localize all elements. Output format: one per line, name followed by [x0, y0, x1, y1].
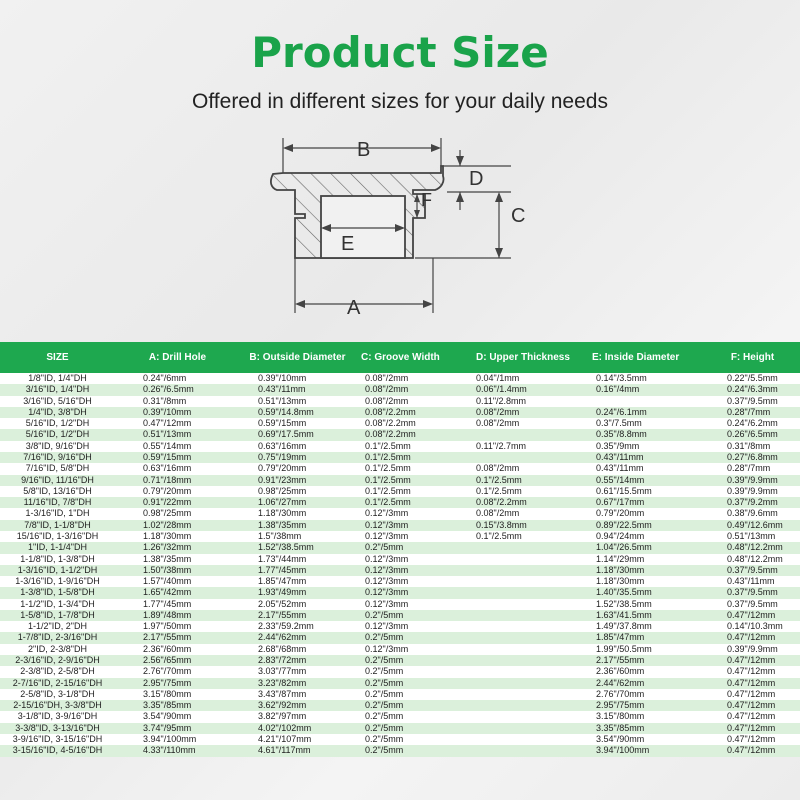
cell-outside-diameter: 2.05"/52mm [258, 598, 307, 609]
cell-upper-thickness [470, 599, 590, 610]
cell-size: 3-15/16"ID, 4-5/16"DH [12, 745, 103, 756]
cell-groove-width: 0.2"/5mm [365, 677, 404, 688]
cell-upper-thickness [470, 666, 590, 677]
cell-outside-diameter: 3.23"/82mm [258, 677, 307, 688]
cell-height: 0.48"/12.2mm [727, 553, 783, 564]
cell-outside-diameter: 0.69"/17.5mm [258, 429, 314, 440]
cell-inside-diameter: 1.14"/29mm [596, 553, 645, 564]
cell-height: 0.39"/9.9mm [727, 474, 778, 485]
cell-height: 0.14"/10.3mm [727, 621, 783, 632]
cell-upper-thickness: 0.08"/2mm [476, 406, 520, 417]
cell-drill-hole: 1.65"/42mm [143, 587, 192, 598]
cell-groove-width: 0.2"/5mm [365, 745, 404, 756]
cell-outside-diameter: 0.59"/15mm [258, 418, 307, 429]
table-row [0, 655, 800, 666]
cell-size: 3-1/8"ID, 3-9/16"DH [17, 711, 98, 722]
header-inside-diameter: E: Inside Diameter [592, 352, 680, 363]
cell-drill-hole: 3.54"/90mm [143, 711, 192, 722]
header-groove-width: C: Groove Width [361, 352, 440, 363]
page-title: Product Size [251, 28, 549, 77]
cell-upper-thickness [470, 587, 590, 598]
cell-inside-diameter: 0.24"/6.1mm [596, 406, 647, 417]
cell-height: 0.37"/9.5mm [727, 587, 778, 598]
cell-drill-hole: 0.26"/6.5mm [143, 384, 194, 395]
cell-outside-diameter: 2.44"/62mm [258, 632, 307, 643]
cell-height: 0.47"/12mm [727, 688, 776, 699]
cell-outside-diameter: 1.5"/38mm [258, 530, 302, 541]
cell-groove-width: 0.2"/5mm [365, 722, 404, 733]
cell-size: 3/8"ID, 9/16"DH [25, 440, 90, 451]
cell-drill-hole: 0.63"/16mm [143, 463, 192, 474]
cell-inside-diameter: 2.76"/70mm [596, 688, 645, 699]
cell-size: 2"ID, 2-3/8"DH [28, 643, 87, 654]
cell-size: 3-9/16"ID, 3-15/16"DH [12, 734, 103, 744]
header-drill-hole: A: Drill Hole [148, 352, 207, 363]
cell-height: 0.47"/12mm [727, 666, 776, 677]
cell-upper-thickness: 0.08"/2.2mm [476, 497, 527, 508]
cell-size: 1/4"ID, 3/8"DH [28, 406, 87, 417]
cell-size: 2-7/16"ID, 2-15/16"DH [12, 677, 103, 688]
cell-upper-thickness [470, 610, 590, 621]
cell-outside-diameter: 1.18"/30mm [258, 508, 307, 519]
cell-inside-diameter: 0.61"/15.5mm [596, 485, 652, 496]
cell-outside-diameter: 1.73"/44mm [258, 553, 307, 564]
label-e: E [341, 233, 355, 255]
cell-size: 2-5/8"ID, 3-1/8"DH [20, 688, 95, 699]
table-row [0, 508, 800, 519]
cell-groove-width: 0.2"/5mm [365, 688, 404, 699]
cell-height: 0.28"/7mm [727, 406, 771, 417]
cell-groove-width: 0.2"/5mm [365, 609, 404, 620]
table-row [0, 576, 800, 587]
cell-outside-diameter: 0.98"/25mm [258, 485, 307, 496]
cell-size: 3/16"ID, 5/16"DH [23, 395, 92, 406]
cell-outside-diameter: 2.68"/68mm [258, 643, 307, 654]
cell-drill-hole: 1.89"/48mm [143, 609, 192, 620]
cell-groove-width: 0.1"/2.5mm [365, 440, 411, 451]
cell-groove-width: 0.2"/5mm [365, 711, 404, 722]
cell-upper-thickness [470, 576, 590, 587]
cell-upper-thickness [470, 452, 590, 463]
cell-drill-hole: 2.36"/60mm [143, 643, 192, 654]
cell-size: 7/16"ID, 9/16"DH [23, 451, 92, 462]
cell-size: 1-3/8"ID, 1-5/8"DH [20, 587, 95, 598]
cell-height: 0.47"/12mm [727, 722, 776, 733]
cell-inside-diameter: 1.63"/41.5mm [596, 609, 652, 620]
cell-drill-hole: 4.33"/110mm [143, 745, 196, 756]
cell-groove-width: 0.08"/2mm [365, 373, 409, 383]
cell-drill-hole: 0.51"/13mm [143, 429, 192, 440]
cell-outside-diameter: 2.17"/55mm [258, 609, 307, 620]
cell-inside-diameter: 0.35"/9mm [596, 440, 640, 451]
label-d: D [469, 168, 484, 190]
cell-inside-diameter: 0.79"/20mm [596, 508, 645, 519]
cell-height: 0.24"/6.2mm [727, 418, 778, 429]
cell-height: 0.39"/9.9mm [727, 643, 778, 654]
cell-size: 3-3/8"ID, 3-13/16"DH [15, 722, 100, 733]
cell-size: 7/8"ID, 1-1/8"DH [24, 519, 91, 530]
cell-height: 0.37"/9.2mm [727, 497, 778, 508]
label-f: F [421, 190, 432, 210]
cell-size: 15/16"ID, 1-3/16"DH [16, 530, 99, 541]
cell-drill-hole: 0.39"/10mm [143, 406, 192, 417]
cell-groove-width: 0.2"/5mm [365, 632, 404, 643]
cell-size: 5/16"ID, 1/2"DH [25, 429, 90, 440]
cell-outside-diameter: 3.43"/87mm [258, 688, 307, 699]
cell-outside-diameter: 1.85"/47mm [258, 576, 307, 587]
cell-groove-width: 0.2"/5mm [365, 655, 404, 666]
cell-height: 0.37"/9.5mm [727, 395, 778, 406]
cell-outside-diameter: 0.43"/11mm [258, 384, 306, 395]
cell-groove-width: 0.1"/2.5mm [365, 463, 411, 474]
cell-inside-diameter: 2.17"/55mm [596, 655, 645, 666]
cell-height: 0.27"/6.8mm [727, 451, 778, 462]
cell-groove-width: 0.12"/3mm [365, 564, 409, 575]
table-row [0, 723, 800, 734]
cell-upper-thickness: 0.08"/2mm [476, 463, 520, 474]
cell-inside-diameter: 0.89"/22.5mm [596, 519, 652, 530]
cell-height: 0.47"/12mm [727, 677, 776, 688]
cell-drill-hole: 0.59"/15mm [143, 451, 192, 462]
cell-groove-width: 0.08"/2.2mm [365, 429, 416, 440]
cell-groove-width: 0.2"/5mm [365, 734, 404, 744]
cell-upper-thickness [470, 621, 590, 632]
table-row [0, 407, 800, 418]
cell-inside-diameter: 3.15"/80mm [596, 711, 645, 722]
cell-inside-diameter: 1.49"/37.8mm [596, 621, 652, 632]
grommet-cavity [321, 196, 405, 258]
cell-size: 1-3/16"ID, 1-9/16"DH [15, 576, 100, 587]
cell-inside-diameter: 0.67"/17mm [596, 497, 645, 508]
cell-inside-diameter: 1.40"/35.5mm [596, 587, 652, 598]
cell-height: 0.28"/7mm [727, 463, 771, 474]
table-row [0, 463, 800, 474]
cell-outside-diameter: 0.75"/19mm [258, 451, 307, 462]
cell-upper-thickness [470, 678, 590, 689]
cell-height: 0.37"/9.5mm [727, 598, 778, 609]
cell-inside-diameter: 1.18"/30mm [596, 576, 645, 587]
cell-outside-diameter: 0.51"/13mm [258, 395, 307, 406]
cell-upper-thickness [470, 565, 590, 576]
cell-height: 0.47"/12mm [727, 700, 776, 711]
table-row [0, 610, 800, 621]
cell-size: 2-3/8"ID, 2-5/8"DH [20, 666, 95, 677]
cell-drill-hole: 2.76"/70mm [143, 666, 192, 677]
cell-upper-thickness [470, 632, 590, 643]
cell-groove-width: 0.12"/3mm [365, 621, 409, 632]
cell-groove-width: 0.08"/2.2mm [365, 418, 416, 429]
cell-upper-thickness [470, 723, 590, 734]
cell-upper-thickness [470, 700, 590, 711]
cell-drill-hole: 3.35"/85mm [143, 700, 192, 711]
cell-upper-thickness: 0.11"/2.8mm [476, 395, 527, 406]
cell-height: 0.38"/9.6mm [727, 508, 778, 519]
table-row [0, 711, 800, 722]
cell-drill-hole: 1.38"/35mm [143, 553, 192, 564]
cell-size: 1"ID, 1-1/4"DH [28, 542, 87, 553]
cell-size: 2-15/16"DH, 3-3/8"DH [13, 700, 102, 711]
cell-height: 0.47"/12mm [727, 734, 776, 744]
cell-inside-diameter: 0.14"/3.5mm [596, 373, 647, 383]
cell-height: 0.47"/12mm [727, 655, 776, 666]
cell-inside-diameter: 3.35"/85mm [596, 722, 645, 733]
cell-inside-diameter: 0.94"/24mm [596, 530, 645, 541]
cell-upper-thickness [470, 734, 590, 745]
cell-height: 0.37"/9.5mm [727, 564, 778, 575]
cell-height: 0.24"/6.3mm [727, 384, 778, 395]
cell-inside-diameter: 1.99"/50.5mm [596, 643, 652, 654]
cell-size: 9/16"ID, 11/16"DH [21, 474, 94, 485]
table-row [0, 689, 800, 700]
table-row [0, 486, 800, 497]
page-subtitle: Offered in different sizes for your daily needs [192, 90, 608, 113]
cell-inside-diameter: 3.54"/90mm [596, 734, 645, 744]
cell-drill-hole: 0.24"/6mm [143, 373, 187, 383]
table-row [0, 542, 800, 553]
cell-drill-hole: 0.71"/18mm [143, 474, 192, 485]
table-row [0, 531, 800, 542]
cell-height: 0.26"/6.5mm [727, 429, 778, 440]
cell-upper-thickness [470, 745, 590, 756]
cell-inside-diameter: 2.36"/60mm [596, 666, 645, 677]
table-row [0, 429, 800, 440]
cell-inside-diameter: 0.43"/11mm [596, 451, 644, 462]
table-row [0, 554, 800, 565]
cell-outside-diameter: 4.21"/107mm [258, 734, 312, 744]
table-row [0, 497, 800, 508]
cell-outside-diameter: 0.79"/20mm [258, 463, 307, 474]
cell-inside-diameter: 1.52"/38.5mm [596, 598, 652, 609]
table-row [0, 587, 800, 598]
label-b: B [357, 139, 371, 161]
cell-outside-diameter: 1.38"/35mm [258, 519, 307, 530]
cell-groove-width: 0.08"/2.2mm [365, 406, 416, 417]
cell-drill-hole: 3.94"/100mm [143, 734, 197, 744]
cell-size: 5/8"ID, 13/16"DH [23, 485, 92, 496]
cell-drill-hole: 1.77"/45mm [143, 598, 192, 609]
cell-upper-thickness [470, 655, 590, 666]
table-row [0, 441, 800, 452]
cell-drill-hole: 2.56"/65mm [143, 655, 192, 666]
table-row [0, 373, 800, 384]
cell-height: 0.51"/13mm [727, 530, 776, 541]
cell-height: 0.47"/12mm [727, 632, 776, 643]
cell-drill-hole: 3.74"/95mm [143, 722, 192, 733]
cell-inside-diameter: 2.44"/62mm [596, 677, 645, 688]
cell-drill-hole: 1.97"/50mm [143, 621, 192, 632]
cell-upper-thickness: 0.08"/2mm [476, 418, 520, 429]
cell-outside-diameter: 3.03"/77mm [258, 666, 307, 677]
cell-size: 5/16"ID, 1/2"DH [25, 418, 90, 429]
cell-inside-diameter: 0.16"/4mm [596, 384, 640, 395]
cell-outside-diameter: 3.62"/92mm [258, 700, 307, 711]
cell-outside-diameter: 1.06"/27mm [258, 497, 307, 508]
cell-upper-thickness [470, 542, 590, 553]
cell-upper-thickness: 0.08"/2mm [476, 508, 520, 519]
cell-groove-width: 0.1"/2.5mm [365, 451, 411, 462]
table-row [0, 745, 800, 756]
table-row [0, 678, 800, 689]
cell-groove-width: 0.1"/2.5mm [365, 485, 411, 496]
cell-height: 0.47"/12mm [727, 745, 776, 756]
cell-size: 2-3/16"ID, 2-9/16"DH [15, 655, 100, 666]
cell-drill-hole: 1.26"/32mm [143, 542, 192, 553]
cell-outside-diameter: 0.63"/16mm [258, 440, 307, 451]
cell-height: 0.31"/8mm [727, 440, 771, 451]
cell-outside-diameter: 1.93"/49mm [258, 587, 307, 598]
cell-size: 7/16"ID, 5/8"DH [25, 463, 90, 474]
cell-upper-thickness: 0.1"/2.5mm [476, 485, 522, 496]
cell-size: 1-1/2"ID, 1-3/4"DH [20, 598, 95, 609]
cell-inside-diameter: 1.18"/30mm [596, 564, 645, 575]
cell-outside-diameter: 2.83"/72mm [258, 655, 307, 666]
cell-height: 0.48"/12.2mm [727, 542, 783, 553]
cell-upper-thickness: 0.1"/2.5mm [476, 530, 522, 541]
cell-groove-width: 0.08"/2mm [365, 395, 409, 406]
cell-drill-hole: 2.95"/75mm [143, 677, 192, 688]
cell-height: 0.47"/12mm [727, 609, 776, 620]
cell-inside-diameter: 1.04"/26.5mm [596, 542, 652, 553]
size-table [0, 342, 800, 757]
cell-outside-diameter: 0.39"/10mm [258, 373, 307, 383]
cell-size: 1/8"ID, 1/4"DH [28, 373, 87, 383]
cell-groove-width: 0.12"/3mm [365, 576, 409, 587]
cell-height: 0.22"/5.5mm [727, 373, 778, 383]
label-a: A [347, 297, 361, 319]
cell-height: 0.49"/12.6mm [727, 519, 783, 530]
cell-upper-thickness [470, 689, 590, 700]
cell-drill-hole: 0.55"/14mm [143, 440, 192, 451]
table-row [0, 621, 800, 632]
header-upper-thickness: D: Upper Thickness [476, 352, 570, 363]
cell-outside-diameter: 4.02"/102mm [258, 722, 312, 733]
cell-outside-diameter: 2.33"/59.2mm [258, 621, 314, 632]
table-row [0, 384, 800, 395]
cell-upper-thickness: 0.15"/3.8mm [476, 519, 527, 530]
cell-groove-width: 0.2"/5mm [365, 666, 404, 677]
table-row [0, 475, 800, 486]
cell-drill-hole: 1.02"/28mm [143, 519, 192, 530]
cell-inside-diameter: 2.95"/75mm [596, 700, 645, 711]
cell-upper-thickness: 0.04"/1mm [476, 373, 520, 383]
cell-groove-width: 0.08"/2mm [365, 384, 409, 395]
cell-drill-hole: 1.50"/38mm [143, 564, 192, 575]
cell-groove-width: 0.2"/5mm [365, 542, 404, 553]
grommet-dimension-diagram [255, 118, 545, 323]
cell-groove-width: 0.12"/3mm [365, 587, 409, 598]
cell-drill-hole: 0.98"/25mm [143, 508, 192, 519]
table-row [0, 520, 800, 531]
cell-outside-diameter: 1.52"/38.5mm [258, 542, 314, 553]
cell-outside-diameter: 4.61"/117mm [258, 745, 311, 756]
table-row [0, 644, 800, 655]
cell-inside-diameter: 0.3"/7.5mm [596, 418, 642, 429]
cell-groove-width: 0.12"/3mm [365, 598, 409, 609]
cell-size: 1-3/16"ID, 1"DH [25, 508, 90, 519]
cell-inside-diameter: 0.43"/11mm [596, 463, 644, 474]
cell-inside-diameter: 1.85"/47mm [596, 632, 645, 643]
cell-height: 0.43"/11mm [727, 576, 775, 587]
cell-upper-thickness [470, 711, 590, 722]
cell-upper-thickness: 0.1"/2.5mm [476, 474, 522, 485]
table-row [0, 396, 800, 407]
header-outside-diameter: B: Outside Diameter [249, 352, 346, 363]
table-row [0, 666, 800, 677]
header-size: SIZE [46, 352, 69, 363]
cell-height: 0.39"/9.9mm [727, 485, 778, 496]
cell-groove-width: 0.2"/5mm [365, 700, 404, 711]
cell-height: 0.47"/12mm [727, 711, 776, 722]
cell-drill-hole: 1.57"/40mm [143, 576, 192, 587]
cell-upper-thickness [470, 644, 590, 655]
table-body [0, 373, 800, 757]
cell-groove-width: 0.12"/3mm [365, 530, 409, 541]
cell-inside-diameter [590, 396, 705, 407]
header-height: F: Height [730, 352, 775, 363]
cell-groove-width: 0.1"/2.5mm [365, 474, 411, 485]
cell-size: 11/16"ID, 7/8"DH [23, 497, 92, 508]
cell-size: 1-7/8"ID, 2-3/16"DH [17, 632, 98, 643]
cell-size: 3/16"ID, 1/4"DH [25, 384, 90, 395]
cell-upper-thickness: 0.06"/1.4mm [476, 384, 527, 395]
cell-upper-thickness [470, 554, 590, 565]
table-row [0, 452, 800, 463]
cell-outside-diameter: 1.77"/45mm [258, 564, 307, 575]
cell-inside-diameter: 0.55"/14mm [596, 474, 645, 485]
table-row [0, 700, 800, 711]
cell-inside-diameter: 0.35"/8.8mm [596, 429, 647, 440]
cell-groove-width: 0.12"/3mm [365, 643, 409, 654]
cell-outside-diameter: 3.82"/97mm [258, 711, 307, 722]
cell-drill-hole: 2.17"/55mm [143, 632, 192, 643]
cell-size: 1-1/8"ID, 1-3/8"DH [20, 553, 95, 564]
cell-inside-diameter: 3.94"/100mm [596, 745, 650, 756]
cell-groove-width: 0.12"/3mm [365, 553, 409, 564]
cell-size: 1-3/16"ID, 1-1/2"DH [17, 564, 98, 575]
cell-size: 1-5/8"ID, 1-7/8"DH [20, 609, 95, 620]
cell-outside-diameter: 0.59"/14.8mm [258, 406, 314, 417]
cell-drill-hole: 0.79"/20mm [143, 485, 192, 496]
cell-groove-width: 0.12"/3mm [365, 508, 409, 519]
cell-groove-width: 0.1"/2.5mm [365, 497, 411, 508]
cell-drill-hole: 0.31"/8mm [143, 395, 187, 406]
cell-outside-diameter: 0.91"/23mm [258, 474, 307, 485]
label-c: C [511, 205, 526, 227]
cell-drill-hole: 1.18"/30mm [143, 530, 192, 541]
table-row [0, 632, 800, 643]
cell-drill-hole: 3.15"/80mm [143, 688, 192, 699]
cell-drill-hole: 0.47"/12mm [143, 418, 192, 429]
cell-size: 1-1/2"ID, 2"DH [28, 621, 87, 632]
table-header [0, 342, 800, 373]
table-row [0, 565, 800, 576]
cell-upper-thickness [470, 429, 590, 440]
cell-drill-hole: 0.91"/22mm [143, 497, 192, 508]
cell-upper-thickness: 0.11"/2.7mm [476, 440, 527, 451]
table-row [0, 734, 800, 745]
table-row [0, 418, 800, 429]
table-row [0, 599, 800, 610]
cell-groove-width: 0.12"/3mm [365, 519, 409, 530]
